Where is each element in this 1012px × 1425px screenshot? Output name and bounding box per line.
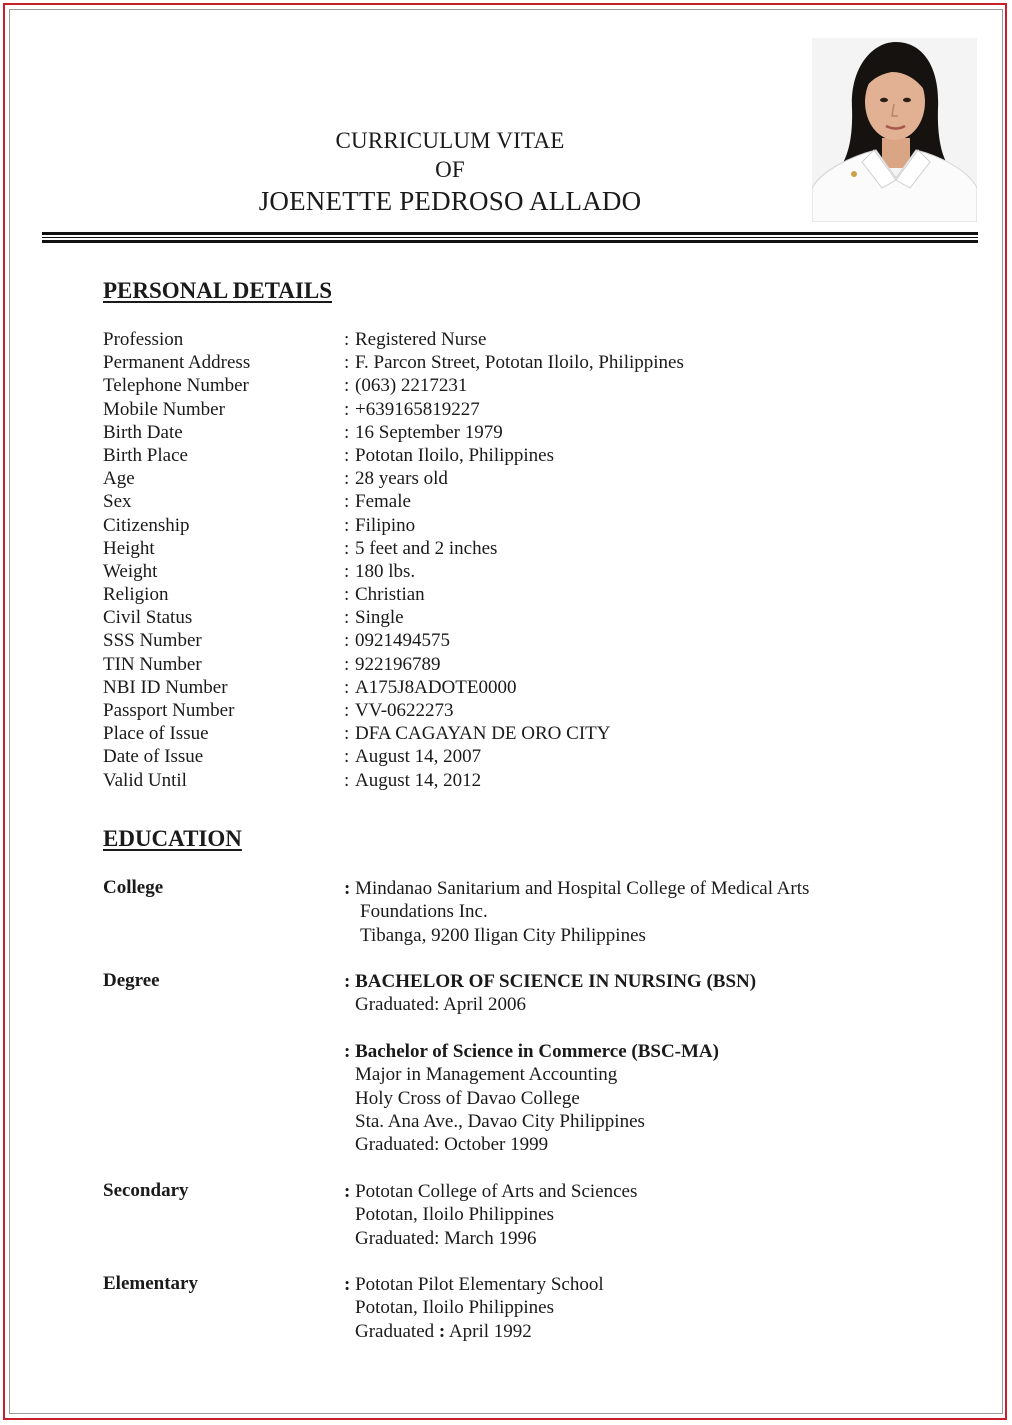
detail-row-age: Age : 28 years old xyxy=(103,468,448,490)
detail-label: Date of Issue xyxy=(103,746,204,768)
detail-row-profession: Profession : Registered Nurse xyxy=(103,329,487,350)
elementary-label: Elementary xyxy=(103,1273,198,1294)
detail-value: Christian xyxy=(355,584,425,606)
detail-label: Permanent Address xyxy=(103,352,251,374)
degree-2-major: Major in Management Accounting xyxy=(355,1064,618,1086)
detail-row-mobile-number: Mobile Number : +639165819227 xyxy=(103,398,480,420)
detail-value: Single xyxy=(355,607,404,629)
elementary-graduated: Graduated : April 1992 xyxy=(355,1320,532,1342)
detail-label: Weight xyxy=(103,560,158,582)
detail-value: 922196789 xyxy=(355,653,441,675)
detail-value: 180 lbs. xyxy=(355,560,416,582)
college-label: College xyxy=(103,877,164,898)
detail-label: Passport Number xyxy=(103,700,235,721)
college-school: Mindanao Sanitarium and Hospital College of Medical Arts xyxy=(355,878,810,899)
detail-value: DFA CAGAYAN DE ORO CITY xyxy=(355,723,611,745)
detail-row-date-of-issue: Date of Issue : August 14, 2007 xyxy=(103,746,482,768)
secondary-details: : Pototan College of Arts and Sciences Pototan, Iloilo Philippines Graduated: March 1996 xyxy=(344,1181,638,1249)
detail-label: Civil Status xyxy=(103,607,193,629)
cv-name: JOENETTE PEDROSO ALLADO xyxy=(258,186,642,216)
education-heading: EDUCATION xyxy=(103,826,242,851)
degree-2-graduated: Graduated: October 1999 xyxy=(355,1134,549,1156)
elementary-graduated-label: Graduated xyxy=(355,1320,435,1342)
detail-label: Citizenship xyxy=(103,514,190,536)
degree-1-graduated: Graduated: April 2006 xyxy=(355,994,526,1016)
detail-value: Filipino xyxy=(355,514,416,536)
detail-row-tin-number: TIN Number : 922196789 xyxy=(103,653,441,675)
detail-row-place-of-issue: Place of Issue : DFA CAGAYAN DE ORO CITY xyxy=(103,723,611,745)
elementary-address: Pototan, Iloilo Philippines xyxy=(355,1297,554,1319)
detail-value: 5 feet and 2 inches xyxy=(355,537,498,559)
detail-label: TIN Number xyxy=(103,653,202,675)
detail-label: Birth Date xyxy=(103,421,183,443)
secondary-graduated: Graduated: March 1996 xyxy=(355,1227,537,1249)
degree-2-address: Sta. Ana Ave., Davao City Philippines xyxy=(355,1110,645,1132)
header-rule-middle xyxy=(42,237,978,238)
detail-value: Registered Nurse xyxy=(355,329,487,350)
detail-value: 28 years old xyxy=(355,468,448,490)
detail-label: Place of Issue xyxy=(103,723,209,745)
detail-label: Height xyxy=(103,537,155,559)
secondary-address: Pototan, Iloilo Philippines xyxy=(355,1204,554,1226)
detail-value: August 14, 2007 xyxy=(355,746,482,768)
degree-2-title: Bachelor of Science in Commerce (BSC-MA) xyxy=(355,1041,719,1062)
detail-label: Telephone Number xyxy=(103,375,249,397)
detail-value: August 14, 2012 xyxy=(355,769,482,791)
personal-details-heading: PERSONAL DETAILS xyxy=(103,278,333,303)
header-rule-bottom xyxy=(42,240,978,243)
secondary-label: Secondary xyxy=(103,1180,189,1201)
detail-label: Sex xyxy=(103,491,132,513)
detail-row-religion: Religion : Christian xyxy=(103,584,425,606)
detail-row-height: Height : 5 feet and 2 inches xyxy=(103,537,498,559)
elementary-graduated-date: April 1992 xyxy=(448,1320,532,1342)
college-details: : Mindanao Sanitarium and Hospital College of Medical Arts Foundations Inc. Tibanga, 9200 Iligan City Philippines xyxy=(344,878,810,946)
degree-1-details: : BACHELOR OF SCIENCE IN NURSING (BSN) Graduated: April 2006 xyxy=(344,971,757,1016)
detail-value: 16 September 1979 xyxy=(355,421,503,443)
detail-row-sss-number: SSS Number : 0921494575 xyxy=(103,630,450,652)
profile-photo-illustration xyxy=(812,38,977,222)
detail-label: Birth Place xyxy=(103,444,188,466)
detail-label: Valid Until xyxy=(103,769,187,791)
cv-title-line1: CURRICULUM VITAE xyxy=(335,128,565,153)
degree-1-title: BACHELOR OF SCIENCE IN NURSING (BSN) xyxy=(355,971,757,992)
college-school-cont: Foundations Inc. xyxy=(360,901,488,923)
detail-row-sex: Sex : Female xyxy=(103,491,411,513)
detail-row-telephone-number: Telephone Number : (063) 2217231 xyxy=(103,375,468,397)
detail-value: (063) 2217231 xyxy=(355,375,468,397)
detail-label: Profession xyxy=(103,329,184,350)
detail-label: NBI ID Number xyxy=(103,676,228,698)
profile-photo xyxy=(812,38,977,222)
college-address: Tibanga, 9200 Iligan City Philippines xyxy=(360,924,646,946)
detail-label: Age xyxy=(103,468,135,490)
detail-row-valid-until: Valid Until : August 14, 2012 xyxy=(103,769,482,791)
detail-row-birth-place: Birth Place : Pototan Iloilo, Philippines xyxy=(103,444,554,466)
detail-value: Pototan Iloilo, Philippines xyxy=(355,444,554,466)
detail-row-birth-date: Birth Date : 16 September 1979 xyxy=(103,421,503,443)
detail-value: +639165819227 xyxy=(355,398,480,420)
degree-label: Degree xyxy=(103,970,160,991)
detail-row-citizenship: Citizenship : Filipino xyxy=(103,514,416,536)
detail-value: Female xyxy=(355,491,411,513)
detail-row-passport-number: Passport Number : VV-0622273 xyxy=(103,700,454,721)
detail-row-permanent-address: Permanent Address : F. Parcon Street, Pototan Iloilo, Philippines xyxy=(103,352,684,374)
detail-value: 0921494575 xyxy=(355,630,450,652)
detail-label: Religion xyxy=(103,584,169,606)
detail-value: A175J8ADOTE0000 xyxy=(355,676,517,698)
detail-row-civil-status: Civil Status : Single xyxy=(103,607,404,629)
detail-label: Mobile Number xyxy=(103,398,225,420)
degree-2-details: : Bachelor of Science in Commerce (BSC-MA) Major in Management Accounting Holy Cross of Davao College Sta. Ana Ave., Davao City Philippines Graduated: October 1999 xyxy=(344,1041,719,1156)
detail-value: F. Parcon Street, Pototan Iloilo, Philippines xyxy=(355,352,684,374)
elementary-details: : Pototan Pilot Elementary School Pototan, Iloilo Philippines Graduated : April 1992 xyxy=(344,1274,604,1342)
detail-label: SSS Number xyxy=(103,630,202,652)
detail-row-nbi-id-number: NBI ID Number : A175J8ADOTE0000 xyxy=(103,676,517,698)
personal-details-list xyxy=(103,328,903,792)
cv-title-line2: OF xyxy=(435,157,465,182)
elementary-school: Pototan Pilot Elementary School xyxy=(355,1274,604,1295)
secondary-school: Pototan College of Arts and Sciences xyxy=(355,1181,638,1202)
degree-2-school: Holy Cross of Davao College xyxy=(355,1087,580,1109)
detail-value: VV-0622273 xyxy=(355,700,454,721)
header-rule-top xyxy=(42,232,978,235)
detail-row-weight: Weight : 180 lbs. xyxy=(103,560,416,582)
